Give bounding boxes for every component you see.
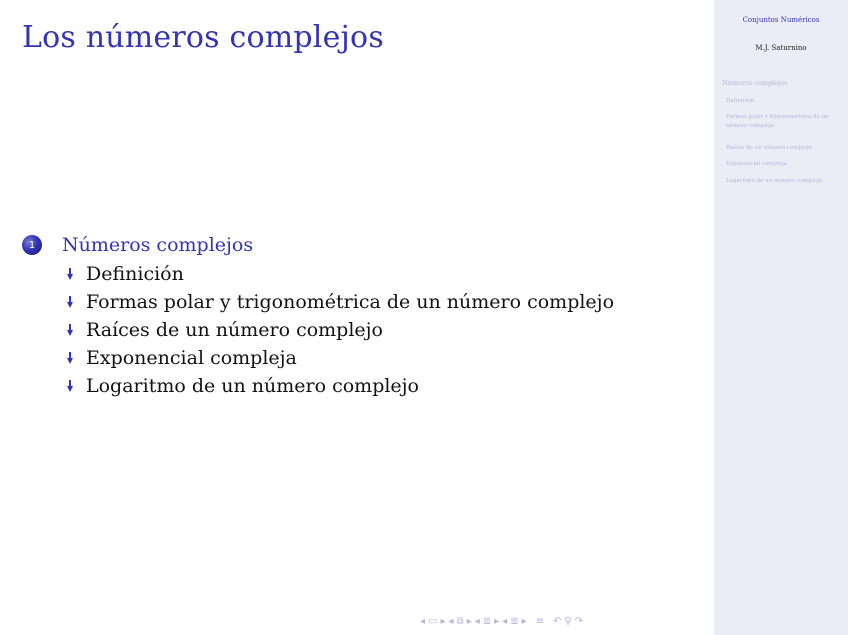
sidebar-presentation-title[interactable]: Conjuntos Numéricos (742, 16, 820, 24)
frame-icon[interactable]: ▭ (428, 615, 438, 627)
toc-subsection[interactable] (62, 288, 614, 316)
arrow-bullet-icon (62, 266, 78, 282)
sidebar-subsection-link[interactable]: Definición (726, 98, 755, 104)
sidebar-subsection-link[interactable]: Logaritmo de un número complejo (726, 178, 823, 184)
section-prev-icon[interactable]: ◂ (474, 615, 480, 627)
search-icon[interactable]: ⚲ (564, 615, 572, 627)
section-next-icon[interactable]: ▸ (494, 615, 500, 627)
sidebar (714, 0, 848, 635)
subsection-next-icon[interactable]: ▸ (466, 615, 472, 627)
section-number-ball: 1 (22, 235, 42, 255)
subsection-icon[interactable]: ⧉ (456, 615, 464, 627)
toc-subsection-list (22, 260, 614, 400)
frame-next-icon[interactable]: ▸ (440, 615, 446, 627)
frame-title: Los números complejos (22, 20, 384, 55)
toc-subsection[interactable] (62, 316, 614, 344)
toc-subsection-label[interactable]: Logaritmo de un número complejo (86, 375, 420, 397)
back-icon[interactable]: ↶ (553, 615, 562, 627)
section-icon[interactable]: ≣ (482, 615, 492, 627)
toc-subsection[interactable] (62, 260, 614, 288)
frame-prev-icon[interactable]: ◂ (420, 615, 426, 627)
arrow-bullet-icon (62, 294, 78, 310)
toc-subsection-label[interactable]: Raíces de un número complejo (86, 319, 383, 341)
toc-section-title[interactable]: Números complejos (62, 234, 254, 256)
doc-icon[interactable]: ≣ (510, 615, 519, 627)
beamer-navigation-bar (420, 614, 586, 628)
toc-subsection[interactable] (62, 372, 614, 400)
sidebar-author: M.J. Saturnino (755, 44, 807, 52)
toc-subsection-label[interactable]: Definición (86, 263, 184, 285)
sidebar-subsection-link[interactable]: Raíces de un número complejo (726, 145, 812, 151)
doc-next-icon[interactable]: ▸ (521, 615, 527, 627)
arrow-bullet-icon (62, 350, 78, 366)
arrow-bullet-icon (62, 322, 78, 338)
sidebar-section-link[interactable]: Números complejos (722, 79, 788, 87)
sidebar-subsection-link[interactable]: Formas polar y trigonométrica de un número complejo (726, 114, 829, 129)
toc-section[interactable] (22, 232, 614, 258)
table-of-contents (22, 232, 614, 400)
toc-subsection[interactable] (62, 344, 614, 372)
toc-subsection-label[interactable]: Formas polar y trigonométrica de un número complejo (86, 291, 615, 313)
subsection-prev-icon[interactable]: ◂ (448, 615, 454, 627)
toc-subsection-label[interactable]: Exponencial compleja (86, 347, 297, 369)
sidebar-subsection-link[interactable]: Exponencial compleja (726, 161, 788, 167)
align-icon[interactable]: ≡ (535, 615, 545, 627)
doc-prev-icon[interactable]: ◂ (502, 615, 508, 627)
arrow-bullet-icon (62, 378, 78, 394)
forward-icon[interactable]: ↷ (574, 615, 584, 627)
